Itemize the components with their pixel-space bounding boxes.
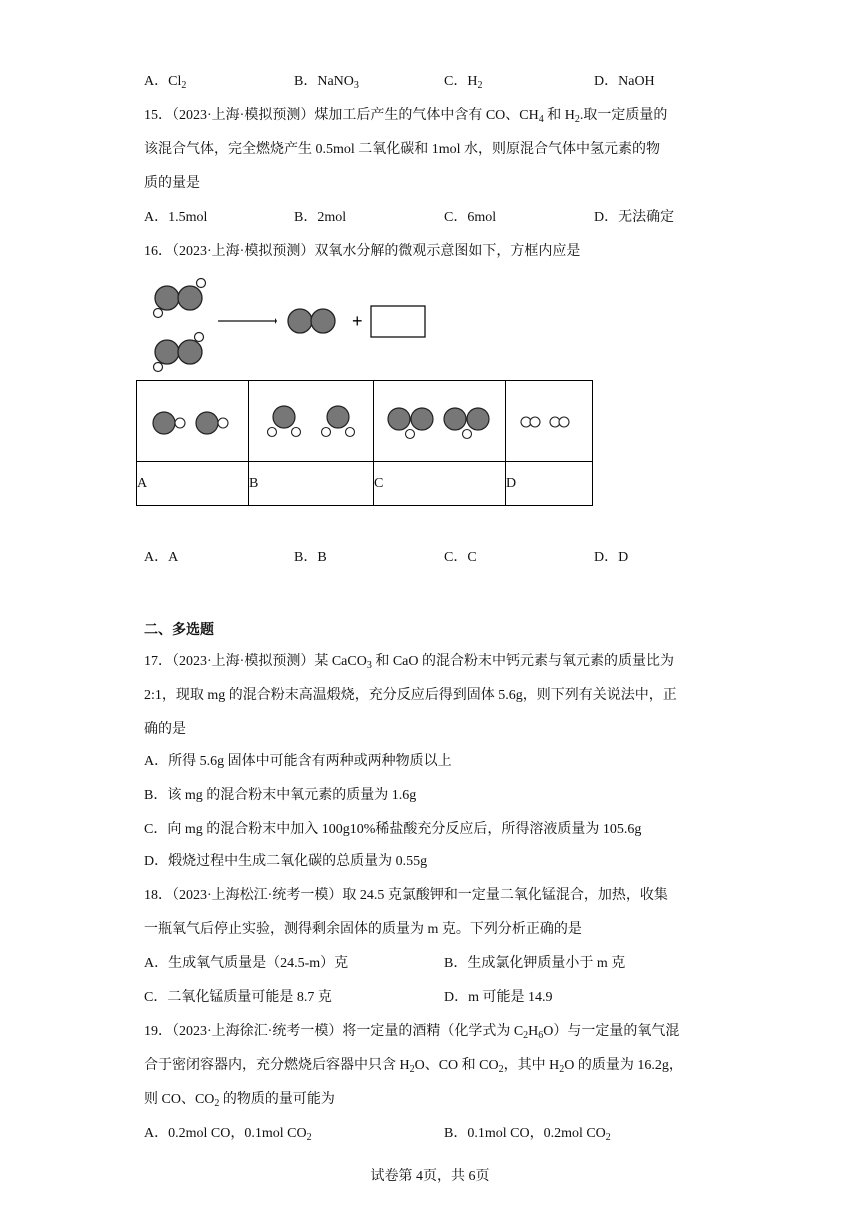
- choice-a-label: A: [137, 462, 249, 506]
- q16-option-c: C．C: [444, 550, 477, 565]
- hydrogen-atom: [154, 309, 163, 318]
- q16-option-d: D．D: [594, 550, 629, 565]
- answer-box: [371, 306, 425, 337]
- q18-option-d: D．m 可能是 14.9: [444, 990, 553, 1005]
- q14-option-a: A．$Cl_2$: [144, 74, 187, 91]
- q15-stem-line1: 15．（2023·上海·模拟预测）煤加工后产生的气体中含有 CO、$CH_4$ 和 $H_2$.取一定质量的: [144, 108, 668, 125]
- choice-c-label: C: [374, 462, 506, 506]
- q17-stem-line3: 确的是: [144, 722, 186, 737]
- q16-option-a: A．A: [144, 550, 179, 565]
- choice-b-molecules: [249, 381, 373, 461]
- q17-option-d: D．煅烧过程中生成二氧化碳的总质量为 0.55g: [144, 854, 428, 869]
- choice-b-cell: [249, 381, 374, 462]
- q18-stem-line1: 18．（2023·上海松江·统考一模）取 24.5 克氯酸钾和一定量二氧化锰混合，加热，收集: [144, 888, 668, 903]
- q15-option-c: C．6mol: [444, 210, 497, 225]
- q18-option-c: C．二氧化锰质量可能是 8.7 克: [144, 990, 332, 1005]
- q19-stem-line3: 则 CO、$CO_2$ 的物质的量可能为: [144, 1092, 335, 1109]
- plus-sign: +: [352, 311, 363, 331]
- choice-a-cell: [137, 381, 249, 462]
- q15-option-d: D．无法确定: [594, 210, 675, 225]
- q18-option-b: B．生成氯化钾质量小于 m 克: [444, 956, 626, 971]
- oxygen-atom: [155, 286, 179, 310]
- q17-option-b: B．该 mg 的混合粉末中氧元素的质量为 1.6g: [144, 788, 417, 803]
- q19-option-b: B．0.1mol CO，0.2mol $CO_2$: [444, 1126, 611, 1143]
- choice-d-molecules: [506, 381, 592, 461]
- page-footer: 试卷第 4页，共 6页: [370, 1169, 490, 1184]
- q19-stem-line1: 19．（2023·上海徐汇·统考一模）将一定量的酒精（化学式为 $C_2H_6O$）与一定量的氧气混: [144, 1024, 680, 1041]
- q15-stem-line3: 质的量是: [144, 176, 200, 191]
- hydrogen-atom: [195, 333, 204, 342]
- choice-d-label: D: [506, 462, 593, 506]
- choice-c-cell: [374, 381, 506, 462]
- q14-option-c: C．$H_2$: [444, 74, 483, 91]
- q16-stem: 16．（2023·上海·模拟预测）双氧水分解的微观示意图如下，方框内应是: [144, 244, 581, 259]
- q14-option-d: D．NaOH: [594, 74, 655, 89]
- oxygen-atom: [155, 340, 179, 364]
- oxygen-atom: [178, 340, 202, 364]
- hydrogen-atom: [197, 279, 206, 288]
- section-title: 二、多选题: [144, 623, 214, 638]
- choice-c-molecules: [374, 381, 505, 461]
- choice-b-label: B: [249, 462, 374, 506]
- q17-stem-line2: 2:1，现取 mg 的混合粉末高温煅烧，充分反应后得到固体 5.6g，则下列有关说法中，正: [144, 688, 677, 703]
- oxygen-atom: [288, 309, 312, 333]
- q17-stem-line1: 17．（2023·上海·模拟预测）某 CaCO$_3$ 和 CaO 的混合粉末中钙元素与氧元素的质量比为: [144, 654, 674, 671]
- q19-stem-line2: 合于密闭容器内，充分燃烧后容器中只含 $H_2O$、CO 和 $CO_2$，其中 $H_2O$ 的质量为 16.2g，: [144, 1058, 683, 1075]
- q18-stem-line2: 一瓶氧气后停止实验，测得剩余固体的质量为 m 克。下列分析正确的是: [144, 922, 582, 937]
- hydrogen-atom: [154, 363, 163, 372]
- oxygen-atom: [178, 286, 202, 310]
- q17-option-c: C．向 mg 的混合粉末中加入 100g10%稀盐酸充分反应后，所得溶液质量为 105.6g: [144, 822, 642, 837]
- oxygen-atom: [311, 309, 335, 333]
- q17-option-a: A．所得 5.6g 固体中可能含有两种或两种物质以上: [144, 754, 452, 769]
- q19-option-a: A．0.2mol CO，0.1mol $CO_2$: [144, 1126, 312, 1143]
- q16-choices-table: [136, 380, 593, 506]
- q15-option-b: B．2mol: [294, 210, 347, 225]
- q15-stem-line2: 该混合气体，完全燃烧产生 0.5mol 二氧化碳和 1mol 水，则原混合气体中氢元素的物: [144, 142, 661, 157]
- reaction-diagram: [140, 272, 440, 382]
- choice-d-cell: [506, 381, 593, 462]
- q14-option-b: B．NaNO$_3$: [294, 74, 359, 91]
- q18-option-a: A．生成氧气质量是（24.5-m）克: [144, 956, 349, 971]
- q16-option-b: B．B: [294, 550, 327, 565]
- q15-option-a: A．1.5mol: [144, 210, 208, 225]
- choice-a-molecules: [137, 381, 248, 461]
